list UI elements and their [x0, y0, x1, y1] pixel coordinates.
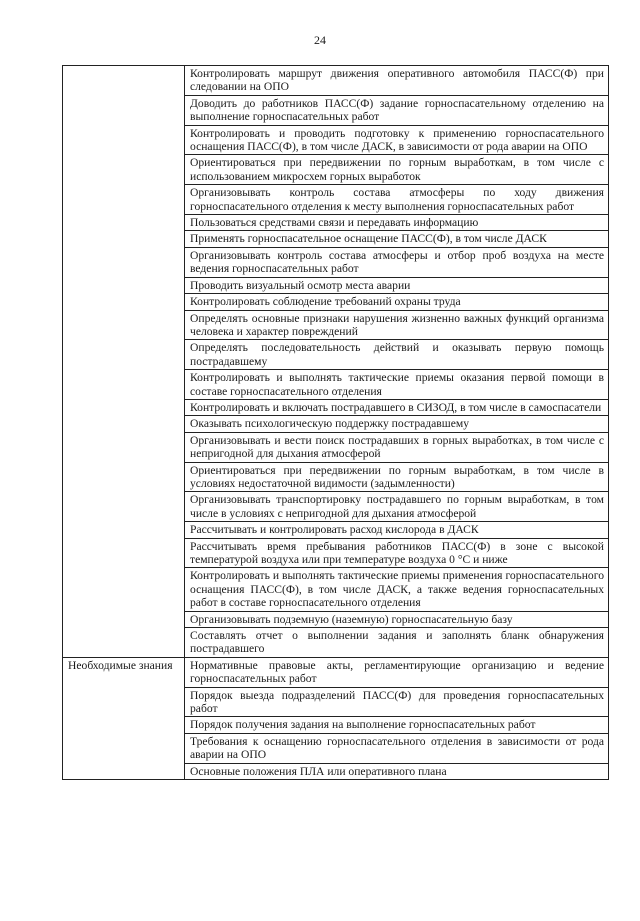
- requirement-cell: Контролировать и проводить подготовку к применению горноспасательного оснащения ПАСС(Ф), в том числе ДАСК, в зависимости от рода аварии на ОПО: [185, 125, 609, 155]
- requirements-table: [62, 65, 609, 780]
- requirement-cell: Организовывать и вести поиск пострадавших в горных выработках, в том числе с непригодной для дыхания атмосферой: [185, 432, 609, 462]
- requirement-cell: Применять горноспасательное оснащение ПАСС(Ф), в том числе ДАСК: [185, 231, 609, 247]
- requirement-cell: Проводить визуальный осмотр места аварии: [185, 277, 609, 293]
- requirement-cell: Порядок получения задания на выполнение горноспасательных работ: [185, 717, 609, 733]
- requirement-cell: Контролировать и выполнять тактические приемы оказания первой помощи в составе горноспасательного отделения: [185, 370, 609, 400]
- category-cell: [63, 66, 185, 658]
- requirement-cell: Определять последовательность действий и оказывать первую помощь пострадавшему: [185, 340, 609, 370]
- requirement-cell: Порядок выезда подразделений ПАСС(Ф) для проведения горноспасательных работ: [185, 687, 609, 717]
- requirement-cell: Организовывать контроль состава атмосферы по ходу движения горноспасательного отделения к месту выполнения горноспасательных работ: [185, 185, 609, 215]
- category-cell: Необходимые знания: [63, 657, 185, 779]
- page-number: 24: [314, 33, 326, 47]
- requirement-cell: Основные положения ПЛА или оперативного плана: [185, 763, 609, 779]
- table-row: [63, 66, 609, 96]
- requirements-table-body: [63, 66, 609, 780]
- requirement-cell: Нормативные правовые акты, регламентирующие организацию и ведение горноспасательных работ: [185, 657, 609, 687]
- requirement-cell: Ориентироваться при передвижении по горным выработкам, в том числе в условиях недостаточной видимости (задымленности): [185, 462, 609, 492]
- requirement-cell: Составлять отчет о выполнении задания и заполнять бланк обнаружения пострадавшего: [185, 628, 609, 658]
- requirement-cell: Требования к оснащению горноспасательного отделения в зависимости от рода аварии на ОПО: [185, 733, 609, 763]
- requirement-cell: Контролировать и выполнять тактические приемы применения горноспасательного оснащения ПАСС(Ф), в том числе ДАСК, а также ведения горноспасательных работ в составе горноспасательного отделения: [185, 568, 609, 611]
- requirement-cell: Пользоваться средствами связи и передавать информацию: [185, 215, 609, 231]
- requirement-cell: Организовывать подземную (наземную) горноспасательную базу: [185, 611, 609, 627]
- requirement-cell: Оказывать психологическую поддержку пострадавшему: [185, 416, 609, 432]
- requirement-cell: Организовывать транспортировку пострадавшего по горным выработкам, в том числе в условиях с непригодной для дыхания атмосферой: [185, 492, 609, 522]
- requirement-cell: Доводить до работников ПАСС(Ф) задание горноспасательному отделению на выполнение горноспасательных работ: [185, 95, 609, 125]
- requirement-cell: Контролировать соблюдение требований охраны труда: [185, 294, 609, 310]
- requirement-cell: Контролировать маршрут движения оперативного автомобиля ПАСС(Ф) при следовании на ОПО: [185, 66, 609, 96]
- requirement-cell: Определять основные признаки нарушения жизненно важных функций организма человека и характер повреждений: [185, 310, 609, 340]
- table-row: [63, 657, 609, 687]
- requirement-cell: Ориентироваться при передвижении по горным выработкам, в том числе с использованием микросхем горных выработок: [185, 155, 609, 185]
- requirement-cell: Организовывать контроль состава атмосферы и отбор проб воздуха на месте ведения горноспасательных работ: [185, 247, 609, 277]
- requirement-cell: Рассчитывать и контролировать расход кислорода в ДАСК: [185, 522, 609, 538]
- requirement-cell: Рассчитывать время пребывания работников ПАСС(Ф) в зоне с высокой температурой воздуха или при температуре воздуха 0 °С и ниже: [185, 538, 609, 568]
- requirement-cell: Контролировать и включать пострадавшего в СИЗОД, в том числе в самоспасатели: [185, 399, 609, 415]
